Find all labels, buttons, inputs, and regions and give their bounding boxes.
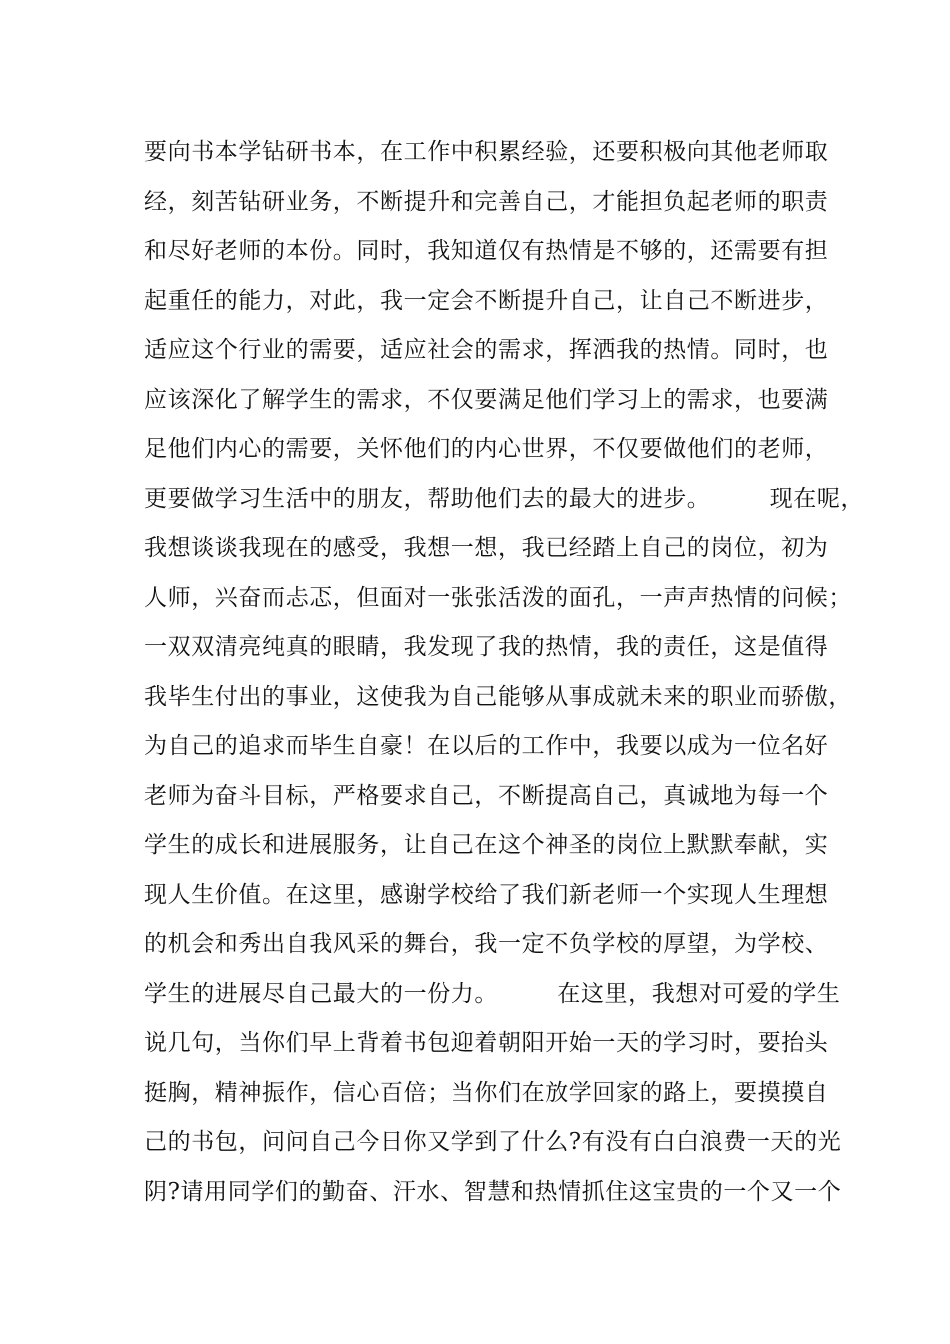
text-line: 我毕生付出的事业，这使我为自己能够从事成就未来的职业而骄傲， (144, 683, 852, 710)
text-line: 要向书本学钻研书本，在工作中积累经验，还要积极向其他老师取 (144, 139, 829, 165)
text-line: 更要做学习生活中的朋友，帮助他们去的最大的进步。 现在呢， (144, 485, 865, 512)
text-line: 适应这个行业的需要，适应社会的需求，挥洒我的热情。同时，也 (144, 337, 829, 363)
text-line: 己的书包，问问自己今日你又学到了什么?有没有白白浪费一天的光 (144, 1129, 842, 1155)
text-line: 应该深化了解学生的需求，不仅要满足他们学习上的需求，也要满 (144, 386, 829, 413)
text-line: 挺胸，精神振作，信心百倍；当你们在放学回家的路上，要摸摸自 (144, 1079, 829, 1106)
text-line: 阴?请用同学们的勤奋、汗水、智慧和热情抓住这宝贵的一个又一个 (144, 1178, 842, 1205)
body-text (144, 128, 865, 1217)
text-line: 老师为奋斗目标，严格要求自己，不断提高自己，真诚地为每一个 (144, 782, 829, 809)
text-line: 我想谈谈我现在的感受，我想一想，我已经踏上自己的岗位，初为 (144, 535, 829, 561)
text-line: 的机会和秀出自我风采的舞台，我一定不负学校的厚望，为学校、 (144, 931, 829, 957)
text-line: 学生的进展尽自己最大的一份力。 在这里，我想对可爱的学生 (144, 980, 841, 1007)
text-line: 起重任的能力，对此，我一定会不断提升自己，让自己不断进步， (144, 287, 829, 314)
text-line: 学生的成长和进展服务，让自己在这个神圣的岗位上默默奉献，实 (144, 832, 829, 858)
text-line: 说几句，当你们早上背着书包迎着朝阳开始一天的学习时，要抬头 (144, 1030, 829, 1056)
text-line: 和尽好老师的本份。同时，我知道仅有热情是不够的，还需要有担 (144, 238, 829, 264)
text-line: 现人生价值。在这里，感谢学校给了我们新老师一个实现人生理想 (144, 881, 829, 908)
text-line: 经，刻苦钻研业务，不断提升和完善自己，才能担负起老师的职责 (144, 188, 829, 215)
text-line: 一双双清亮纯真的眼睛，我发现了我的热情，我的责任，这是值得 (144, 634, 829, 660)
text-line: 足他们内心的需要，关怀他们的内心世界，不仅要做他们的老师， (144, 436, 829, 462)
text-line: 人师，兴奋而忐忑，但面对一张张活泼的面孔，一声声热情的问候； (144, 584, 852, 611)
text-line: 为自己的追求而毕生自豪！在以后的工作中，我要以成为一位名好 (144, 733, 829, 759)
